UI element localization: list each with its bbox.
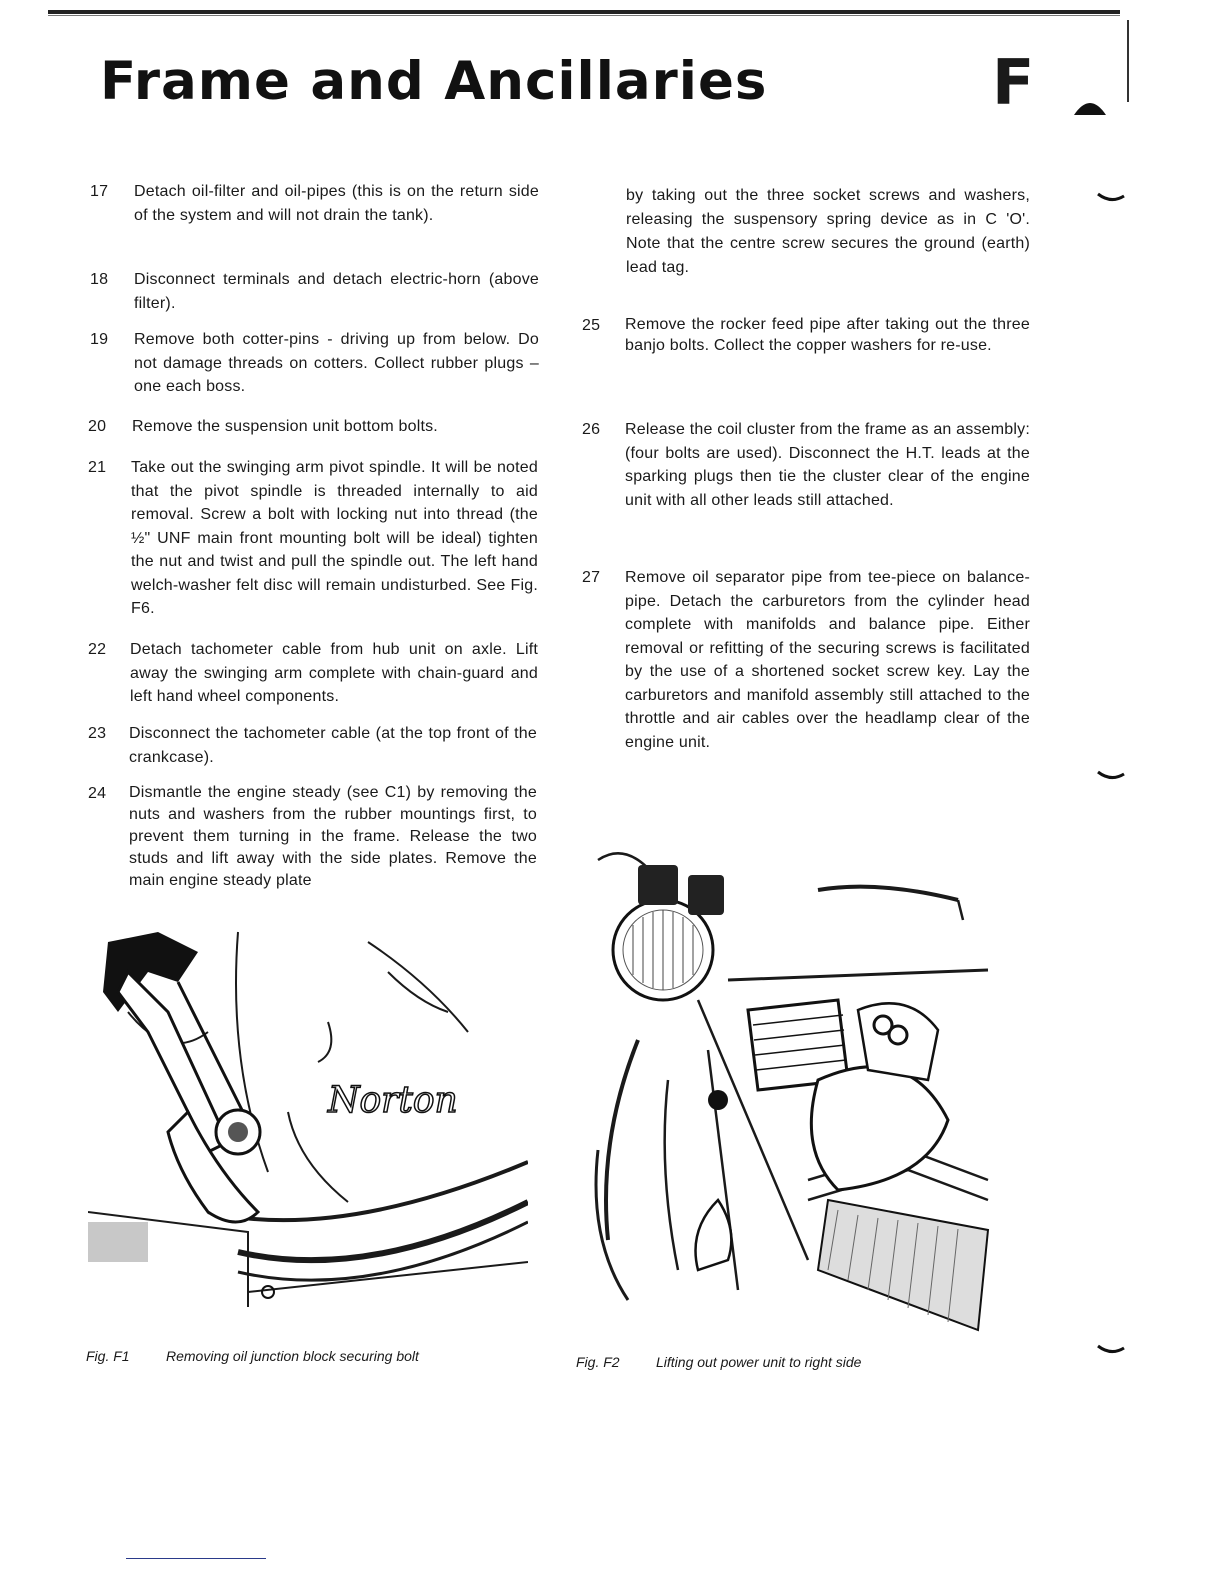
top-rule-thin	[48, 15, 1120, 16]
figure-f1-description: Removing oil junction block securing bolt	[166, 1348, 419, 1364]
step-23: 23 Disconnect the tachometer cable (at the top front of the crankcase).	[88, 725, 537, 766]
footer-rule	[126, 1558, 266, 1559]
step-22: 22 Detach tachometer cable from hub unit on axle. Lift away the swinging arm complete with chain-guard and left hand wheel components.	[88, 641, 538, 705]
section-letter: F	[992, 46, 1035, 119]
step-17: 17 Detach oil-filter and oil-pipes (this is on the return side of the system and will not drain the tank).	[90, 183, 539, 224]
side-rule	[1127, 20, 1129, 102]
margin-mark-middle	[1096, 770, 1126, 782]
top-rule	[48, 10, 1120, 14]
step-20: 20 Remove the suspension unit bottom bolts.	[88, 418, 438, 435]
step-24-continued: by taking out the three socket screws and washers, releasing the suspensory spring device as in C 'O'. Note that the centre screw secures the ground (earth) lead tag.	[626, 187, 1030, 276]
margin-mark-bottom	[1096, 1344, 1126, 1356]
figure-f1-label: Fig. F1	[86, 1348, 130, 1364]
step-18: 18 Disconnect terminals and detach electric-horn (above filter).	[90, 271, 539, 312]
margin-mark-top	[1096, 192, 1126, 204]
figure-f2-description: Lifting out power unit to right side	[656, 1354, 862, 1370]
step-25: 25 Remove the rocker feed pipe after taking out the three banjo bolts. Collect the copper washers for re-use.	[582, 316, 1030, 354]
step-27: 27 Remove oil separator pipe from tee-piece on balance-pipe. Detach the carburetors from the cylinder head complete with manifolds and balance pipe. Either removal or refitting of the securing screws is facilitated by the use of a shortened socket screw key. Lay the carburetors and manifold assembly still attached to the throttle and air cables over the headlamp clear of the engine unit.	[582, 569, 1030, 751]
step-24: 24 Dismantle the engine steady (see C1) by removing the nuts and washers from the rubber mountings first, to prevent them turning in the frame. Release the two studs and lift away with the side plates. Remove the main engine steady plate	[88, 784, 537, 889]
step-19: 19 Remove both cotter-pins - driving up from below. Do not damage threads on cotters. Collect rubber plugs – one each boss.	[90, 331, 539, 395]
figure-f2-caption	[576, 1354, 996, 1374]
figure-f1-illustration	[88, 912, 528, 1307]
figure-f1-caption	[86, 1348, 526, 1368]
page-title: Frame and Ancillaries	[100, 51, 768, 112]
step-21: 21 Take out the swinging arm pivot spindle. It will be noted that the pivot spindle is threaded internally to aid removal. Screw a bolt with locking nut into thread (the ½" UNF main front mounting bolt will be ideal) tighten the nut and twist and pull the spindle out. The left hand welch-washer felt disc will remain undisturbed. See Fig. F6.	[88, 459, 538, 617]
section-tab-mark	[1070, 95, 1110, 117]
figure-f2-illustration	[578, 820, 998, 1340]
figure-f2-label: Fig. F2	[576, 1354, 620, 1370]
step-26: 26 Release the coil cluster from the frame as an assembly: (four bolts are used). Disconnect the H.T. leads at the sparking plugs then tie the cluster clear of the engine unit with all other leads still attached.	[582, 421, 1030, 509]
norton-logo-text: Norton	[328, 1080, 458, 1121]
